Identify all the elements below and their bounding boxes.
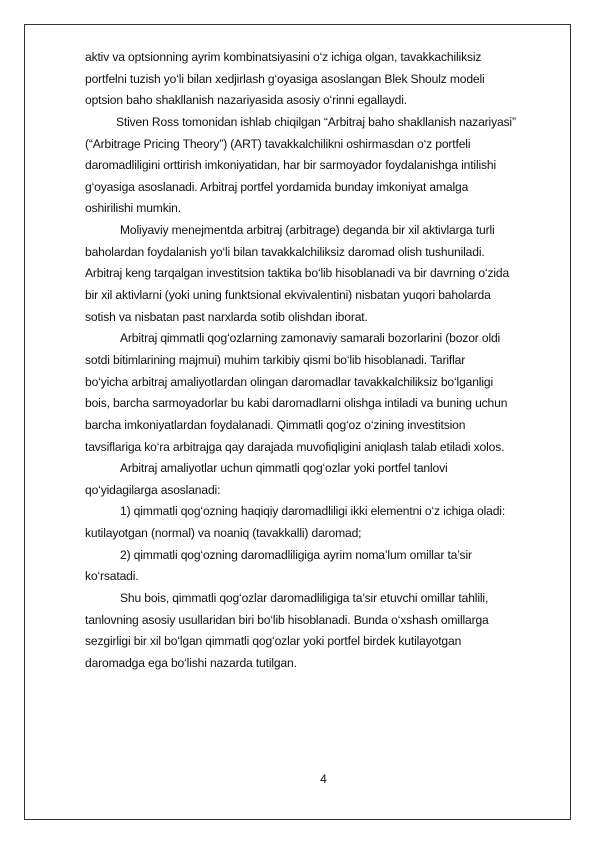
text-line: sotish va nisbatan past narxlarda sotib olishdan iborat. <box>85 309 368 324</box>
text-line: aktiv va optsionning ayrim kombinatsiyasini o‘z ichiga olgan, tavakkachiliksiz <box>85 50 482 64</box>
text-line: baholardan foydalanish yo‘li bilan tavakkalchiliksiz daromad olish tushuniladi. <box>85 244 485 259</box>
text-line: (“Arbitrage Pricing Theory”) (ART) tavakkalchilikni oshirmasdan o‘z portfeli <box>85 136 471 151</box>
text-line: qo‘yidagilarga asoslanadi: <box>85 482 221 497</box>
paragraph-start-line: Moliyaviy menejmentda arbitraj (arbitrage) deganda bir xil aktivlarga turli <box>120 223 495 238</box>
text-line: tanlovning asosiy usullaridan biri bo‘lib hisoblanadi. Bunda o‘xshash omillarga <box>85 612 489 627</box>
text-line: oshirilishi mumkin. <box>85 201 181 216</box>
text-line: portfelni tuzish yo‘li bilan xedjirlash g‘oyasiga asoslangan Blek Shoulz modeli <box>85 71 485 86</box>
paragraph-start-line: Arbitraj qimmatli qog‘ozlarning zamonaviy samarali bozorlarini (bozor oldi <box>120 331 501 346</box>
text-line: daromadga ega bo‘lishi nazarda tutilgan. <box>85 655 297 670</box>
paragraph-start-line: Shu bois, qimmatli qog‘ozlar daromadliligiga ta’sir etuvchi omillar tahlili, <box>120 591 489 606</box>
text-line: sotdi bitimlarining majmui) muhim tarkibiy qismi bo‘lib hisoblanadi. Tariflar <box>85 352 466 367</box>
page-number: 4 <box>320 772 327 786</box>
list-item-1-line: 1) qimmatli qog‘ozning haqiqiy daromadliligi ikki elementni o‘z ichiga oladi: <box>120 504 506 519</box>
text-line: optsion baho shakllanish nazariyasida asosiy o‘rinni egallaydi. <box>85 93 407 108</box>
list-item-2-line: 2) qimmatli qog‘ozning daromadliligiga ayrim noma’lum omillar ta’sir <box>120 547 472 562</box>
text-line: kutilayotgan (normal) va noaniq (tavakkalli) daromad; <box>85 526 362 541</box>
text-line: tavsiflariga ko‘ra arbitrajga qay darajada muvofiqligini aniqlash talab etiladi xolos. <box>85 439 505 454</box>
text-line: g‘oyasiga asoslanadi. Arbitraj portfel yordamida bunday imkoniyat amalga <box>85 179 469 194</box>
paragraph-start-line: Arbitraj amaliyotlar uchun qimmatli qog‘ozlar yoki portfel tanlovi <box>120 461 448 476</box>
document-body <box>85 47 563 675</box>
text-line: ko‘rsatadi. <box>85 569 139 584</box>
text-line: Arbitraj keng tarqalgan investitsion taktika bo‘lib hisoblanadi va bir davrning o‘zida <box>85 266 510 281</box>
text-line: bir xil aktivlarni (yoki uning funktsional ekvivalentini) nisbatan yuqori baholarda <box>85 288 491 303</box>
text-line: bois, barcha sarmoyadorlar bu kabi daromadlarni olishga intiladi va buning uchun <box>85 396 508 411</box>
text-line: barcha imkoniyatlardan foydalanadi. Qimmatli qog‘oz o‘zining investitsion <box>85 417 466 432</box>
paragraph-start-line: Stiven Ross tomonidan ishlab chiqilgan “Arbitraj baho shakllanish nazariyasi” <box>116 114 516 129</box>
text-line: bo‘yicha arbitraj amaliyotlardan olingan daromadlar tavakkalchiliksiz bo‘lganligi <box>85 374 493 389</box>
text-line: sezgirligi bir xil bo‘lgan qimmatli qog‘ozlar yoki portfel birdek kutilayotgan <box>85 634 462 649</box>
text-line: daromadliligini orttirish imkoniyatidan, har bir sarmoyador foydalanishga intilishi <box>85 158 497 173</box>
